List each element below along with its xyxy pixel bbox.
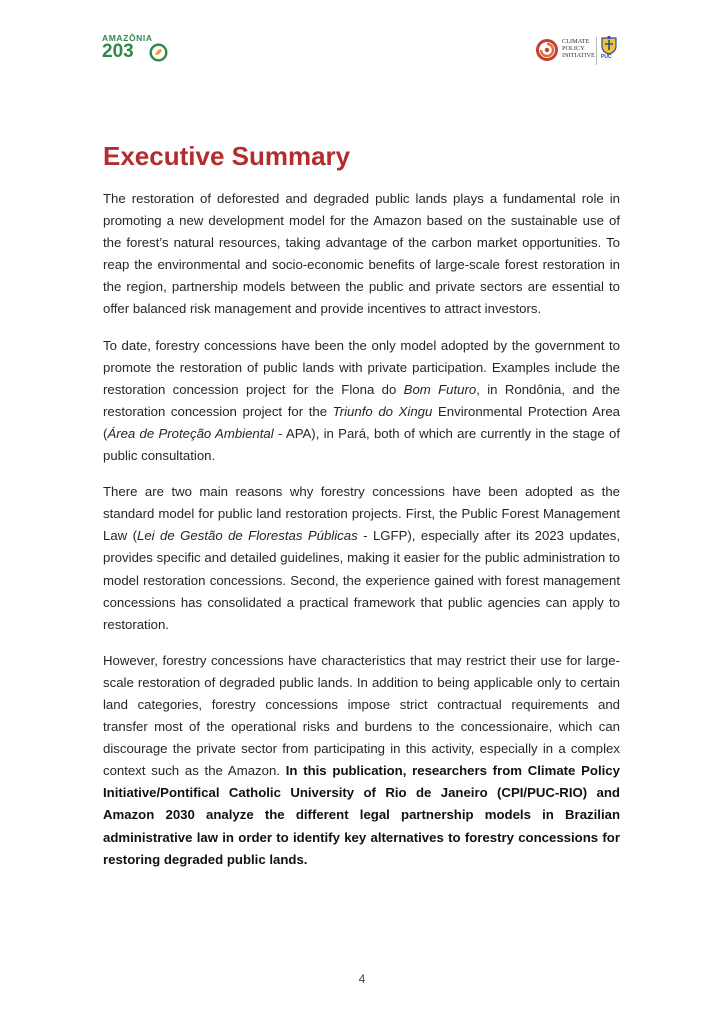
cpi-logo-line2: POLICY [562,44,585,52]
page-header [0,0,724,80]
italic-term: Lei de Gestão de Florestas Públicas [137,528,358,544]
bold-highlight: In this publication, researchers from Climate Policy Initiative/Pontifical Catholic University of Rio de Janeiro (CPI/PUC-RIO) and Amazon 2030 analyze the different legal partnership models in Brazilian administrative law in order to identify key alternatives to forestry concessions for restoring degraded public lands. [103,763,620,867]
paragraph-text: Environmental Protection Area ( [103,403,621,441]
cpi-logo-line1: CLIMATE [562,38,590,45]
paragraph-text: , in Rondônia, and the restoration concession project for the [103,381,620,419]
leaf-circle-icon [149,43,168,62]
paragraph-text: To date, forestry concessions have been the only model adopted by the government to promote the restoration of public lands with private participation. Examples include the restoration concession project for the Flona do [103,337,620,397]
italic-term: Bom Futuro [403,381,477,397]
paragraph-text: The restoration of deforested and degraded public lands plays a fundamental role in promoting a new development model for the Amazon based on the sustainable use of the forest’s natural resources, taking advantage of the carbon market opportunities. To reap the environmental and socio-economic benefits of large-scale forest restoration in the region, partnership models between the public and private sectors are essential to offer balanced risk management and provide incentives to attract investors. [103,191,620,317]
summary-body [103,188,620,885]
amazonia-logo-word: AMAZÔNIA [102,33,153,43]
page-number: 4 [358,972,366,986]
paragraph-text: There are two main reasons why forestry concessions have been adopted as the standard model for public land restoration projects. First, the Public Forest Management Law ( [103,484,620,544]
logo-divider [596,37,597,65]
page-title: Executive Summary [103,141,351,171]
paragraph-3 [103,481,620,636]
amazonia-2030-logo [102,33,172,63]
italic-term: Triunfo do Xingu [332,403,433,419]
italic-term: Área de Proteção Ambiental [107,425,274,441]
paragraph-2 [103,335,620,468]
puc-crest-icon [599,35,619,55]
paragraph-4 [103,650,620,871]
paragraph-text: - LGFP), especially after its 2023 updates, provides specific and detailed guidelines, making it easier for the public administration to model restoration concessions. Second, the experience gained with forest management concessions has consolidated a practical framework that public agencies can apply to restoration. [103,528,621,632]
paragraph-text: - APA), in Pará, both of which are currently in the stage of public consultation. [103,425,621,464]
cpi-logo-line3: INITIATIVE [562,51,595,59]
paragraph-text: However, forestry concessions have characteristics that may restrict their use for large-scale restoration of degraded public lands. In addition to being applicable only to certain land categories, forestry concessions impose strict contractual requirements and transfer most of the operational risks and burdens to the concessionaire, which can discourage the private sector from participating in this activity, especially in a complex context such as the Amazon. [103,652,620,779]
puc-logo-label: PUC [601,54,612,60]
amazonia-logo-year: 203 [102,41,134,62]
paragraph-1 [103,188,620,321]
cpi-puc-logos [535,35,635,65]
cpi-swirl-icon [535,38,559,62]
